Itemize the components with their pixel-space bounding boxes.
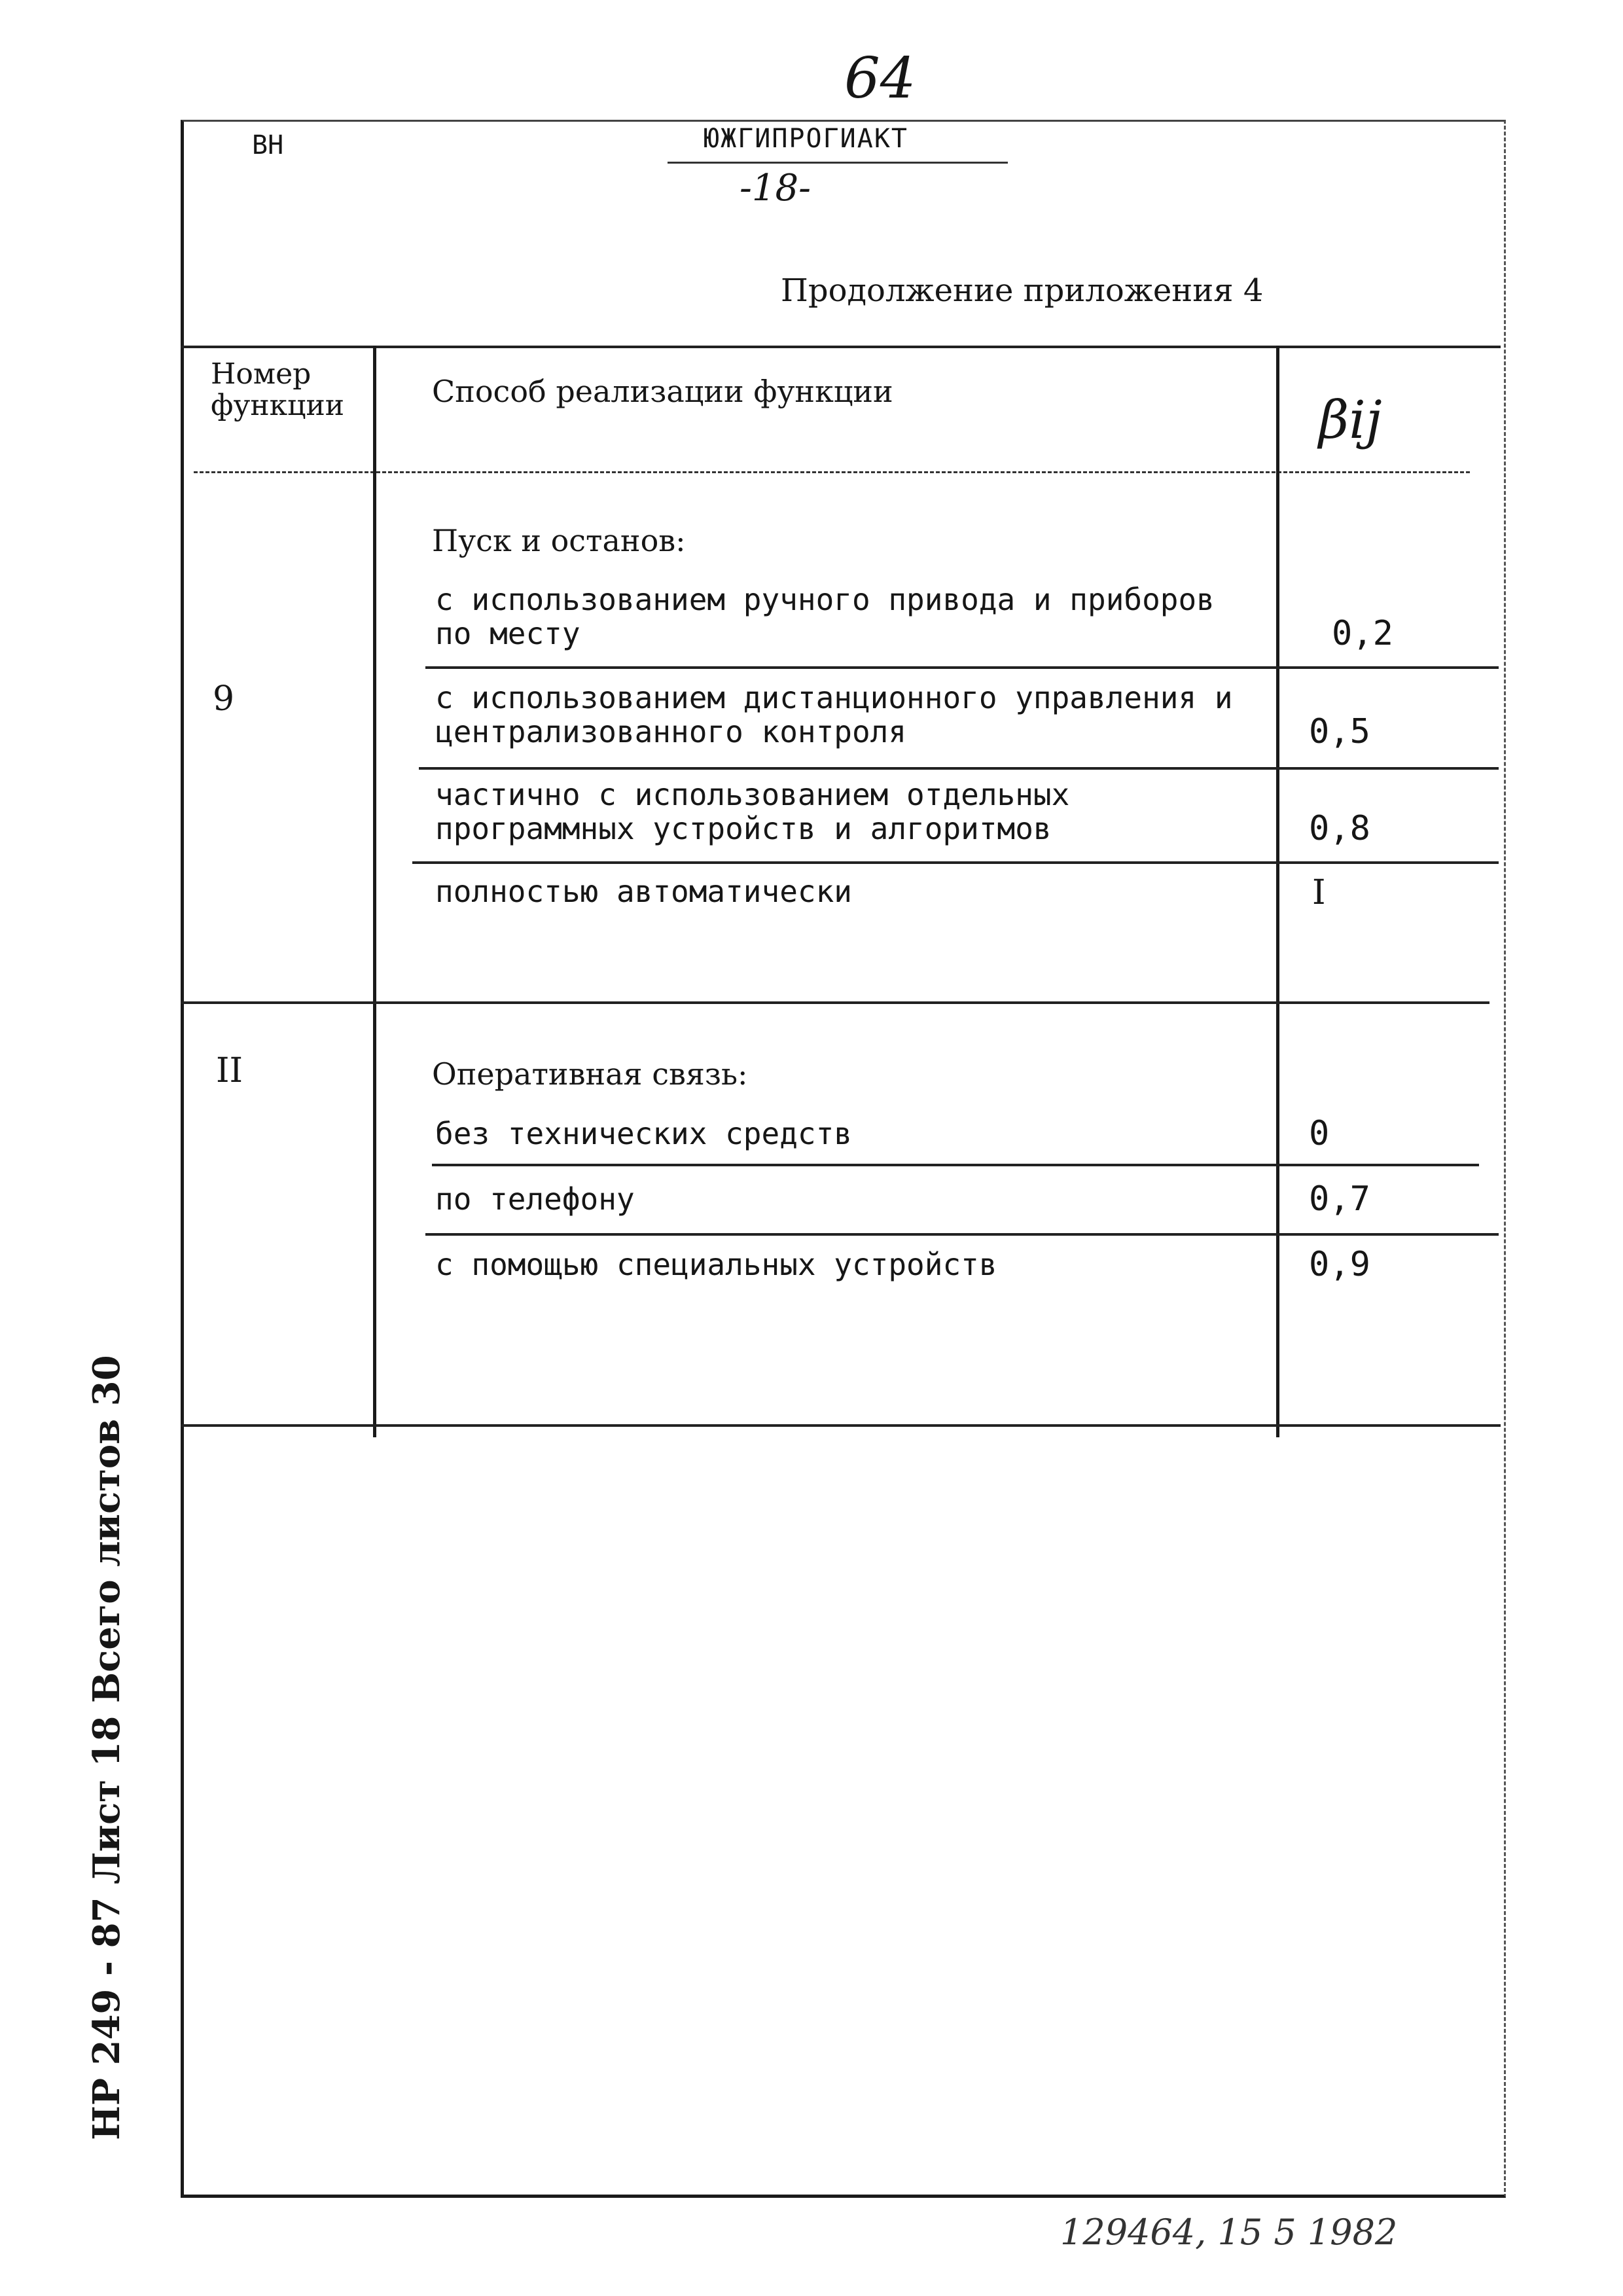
side-sheet-label: НР 249 - 87 Лист 18 Всего листов 30: [85, 1355, 128, 2140]
section-title: Пуск и останов:: [432, 523, 686, 558]
beta-value: 0,5: [1309, 712, 1370, 751]
corner-mark: ВН: [252, 130, 284, 160]
method-row: частично с использованием отдельных программных устройств и алгоритмов: [435, 777, 1070, 846]
section-number: 9: [213, 679, 235, 719]
section-divider: [181, 1001, 1489, 1004]
table-top-rule: [181, 346, 1501, 348]
beta-value: 0: [1309, 1114, 1330, 1153]
row-rule: [425, 666, 1499, 669]
beta-value: I: [1312, 873, 1326, 912]
row-rule: [419, 767, 1499, 770]
stamp-text: ЮЖГИПРОГИАКТ: [704, 124, 908, 154]
method-row: по телефону: [435, 1181, 635, 1217]
column-divider-2: [1276, 346, 1279, 1437]
beta-value: 0,9: [1309, 1245, 1370, 1284]
section-title: Оперативная связь:: [432, 1056, 748, 1092]
page-frame: [181, 120, 1506, 2198]
footer-handwritten-note: 129464, 15 5 1982: [1060, 2212, 1398, 2253]
method-row: полностью автоматически: [435, 874, 852, 909]
handwritten-page-number: 64: [844, 46, 916, 111]
beta-value: 0,2: [1332, 614, 1393, 653]
method-row: с использованием ручного привода и приборов по месту: [435, 582, 1215, 651]
col-header-method: Способ реализации функции: [432, 374, 893, 409]
row-rule: [425, 1233, 1499, 1236]
table-bottom-rule: [181, 1424, 1501, 1427]
continuation-title: Продолжение приложения 4: [781, 272, 1264, 309]
col-header-beta: βij: [1319, 389, 1382, 450]
row-rule: [432, 1164, 1479, 1166]
col-header-number: Номер функции: [211, 357, 345, 422]
page-number: -18-: [740, 167, 812, 209]
column-divider-1: [373, 346, 376, 1437]
beta-value: 0,8: [1309, 809, 1370, 848]
beta-value: 0,7: [1309, 1179, 1370, 1219]
section-number: II: [216, 1051, 243, 1090]
method-row: с использованием дистанционного управления и централизованного контроля: [435, 680, 1233, 749]
method-row: без технических средств: [435, 1116, 852, 1151]
method-row: с помощью специальных устройств: [435, 1247, 997, 1282]
row-rule: [412, 861, 1499, 864]
